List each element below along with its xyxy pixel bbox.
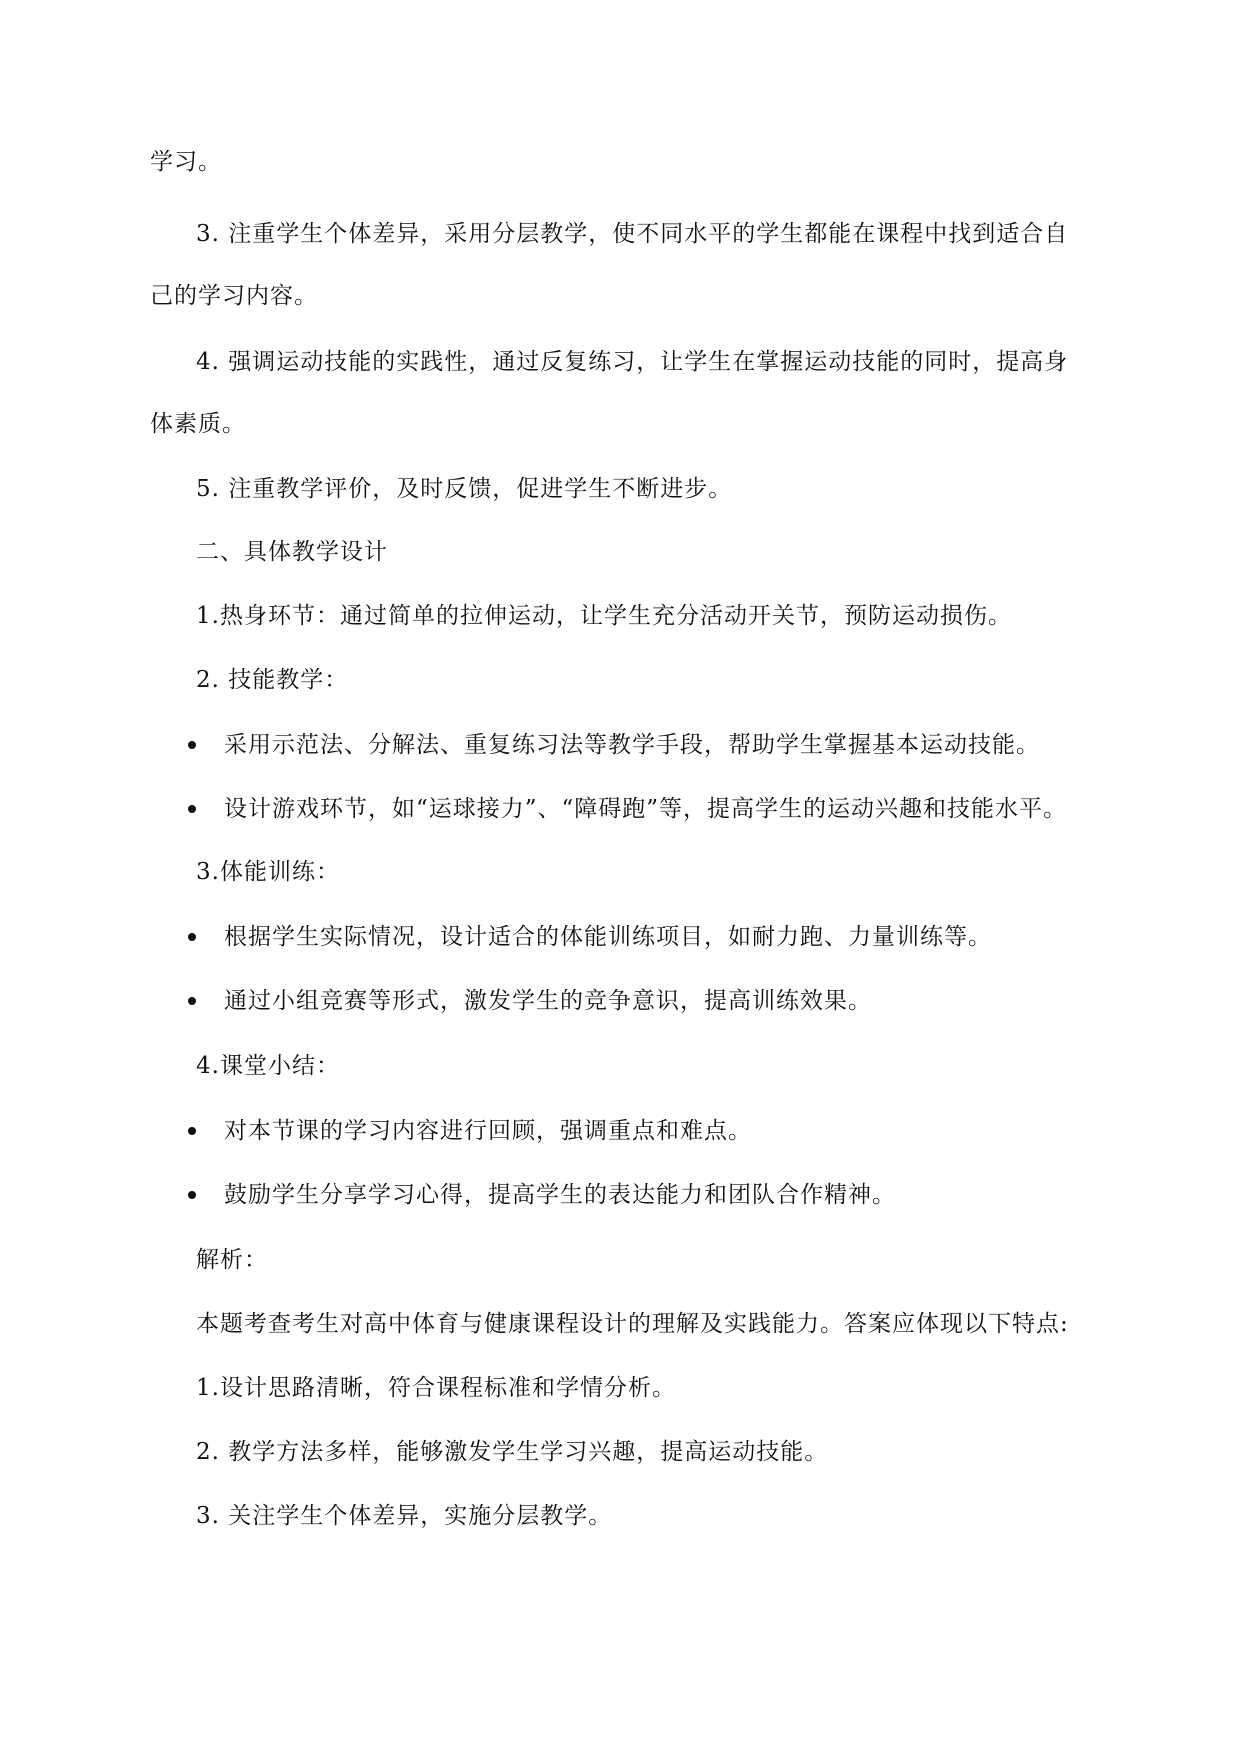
- bullet-icon: [188, 1191, 196, 1199]
- list-item: 采用示范法、分解法、重复练习法等教学手段，帮助学生掌握基本运动技能。: [224, 732, 1040, 758]
- bullet-icon: [188, 1127, 196, 1135]
- bullet-icon: [188, 997, 196, 1005]
- text-line: 3. 关注学生个体差异，实施分层教学。: [196, 1503, 613, 1529]
- text-line: 体素质。: [150, 411, 246, 437]
- text-line: 5. 注重教学评价，及时反馈，促进学生不断进步。: [196, 476, 733, 502]
- text-line: 2. 教学方法多样，能够激发学生学习兴趣，提高运动技能。: [196, 1439, 829, 1465]
- text-line: 学习。: [150, 149, 222, 175]
- section-heading: 二、具体教学设计: [196, 539, 388, 565]
- text-line: 本题考查考生对高中体育与健康课程设计的理解及实践能力。答案应体现以下特点:: [196, 1311, 1069, 1337]
- bullet-icon: [188, 933, 196, 941]
- text-line: 3. 注重学生个体差异，采用分层教学，使不同水平的学生都能在课程中找到适合自: [196, 221, 1069, 247]
- subheading: 2. 技能教学：: [196, 667, 349, 693]
- bullet-icon: [188, 741, 196, 749]
- list-item: 根据学生实际情况，设计适合的体能训练项目，如耐力跑、力量训练等。: [224, 924, 992, 950]
- text-line: 1.设计思路清晰，符合课程标准和学情分析。: [196, 1375, 676, 1401]
- list-item: 对本节课的学习内容进行回顾，强调重点和难点。: [224, 1118, 752, 1144]
- analysis-heading: 解析：: [196, 1247, 268, 1273]
- text-line: 1.热身环节：通过简单的拉伸运动，让学生充分活动开关节，预防运动损伤。: [196, 603, 1012, 629]
- text-line: 4. 强调运动技能的实践性，通过反复练习，让学生在掌握运动技能的同时，提高身: [196, 349, 1069, 375]
- subheading: 4.课堂小结：: [196, 1053, 340, 1079]
- subheading: 3.体能训练：: [196, 859, 340, 885]
- list-item: 鼓励学生分享学习心得，提高学生的表达能力和团队合作精神。: [224, 1182, 896, 1208]
- list-item: 通过小组竞赛等形式，激发学生的竞争意识，提高训练效果。: [224, 988, 872, 1014]
- list-item: 设计游戏环节，如“运球接力”、“障碍跑”等，提高学生的运动兴趣和技能水平。: [224, 796, 1068, 822]
- bullet-icon: [188, 805, 196, 813]
- text-line: 己的学习内容。: [150, 283, 318, 309]
